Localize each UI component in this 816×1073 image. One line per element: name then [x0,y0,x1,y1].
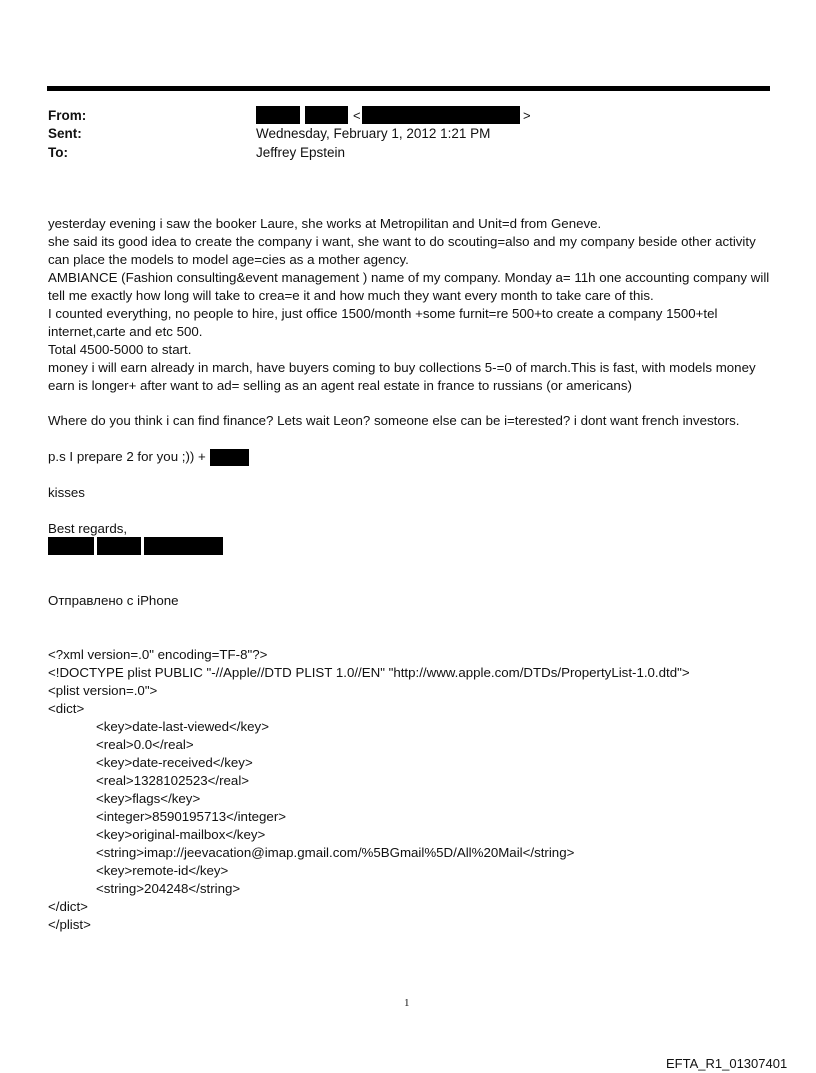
email-body-paragraph: yesterday evening i saw the booker Laure, she works at Metropilitan and Unit=d from Geneve. she said its good idea to create the company i want, she want to do scouting=also and my company beside other activity can place the models to model age=cies as a mother agency. AMBIANCE (Fashion consulting&event management ) name of my company. Monday a= 11h one accounting company will tell me exactly how long will take to crea=e it and how much they want every month to take care of this. I counted everything, no people to hire, just office 1500/month +some furnit=re 500+to create a company 1500+tel internet,carte and etc 500. Total 4500-5000 to start. money i will earn already in march, have buyers coming to buy collections 5-=0 of march.This is fast, with models money earn is longer+ after want to ad= selling as an agent real estate in france to russians (or americans) [48,216,770,393]
redaction-block [256,106,300,124]
redaction-block [210,449,249,466]
to-value: Jeffrey Epstein [256,145,346,160]
plist-line: </dict> [48,899,88,914]
plist-line: <key>flags</key> [96,791,201,806]
sent-label: Sent: [48,126,82,141]
kisses-line: kisses [48,485,85,500]
plist-line: <real>1328102523</real> [96,773,250,788]
sent-from-signature: Отправлено с iPhone [48,593,179,608]
regards-line: Best regards, [48,521,128,536]
plist-line: <integer>8590195713</integer> [96,809,287,824]
email-open-bracket: < [353,108,361,123]
email-body-question: Where do you think i can find finance? Lets wait Leon? someone else can be i=terested? i dont want french investors. [48,413,740,428]
page-number: 1 [404,997,410,1009]
plist-line: <string>imap://jeevacation@imap.gmail.com/%5BGmail%5D/All%20Mail</string> [96,845,575,860]
plist-line: <string>204248</string> [96,881,241,896]
plist-line: <real>0.0</real> [96,737,194,752]
ps-line: p.s I prepare 2 for you ;)) + [48,449,206,464]
plist-line: </plist> [48,917,91,932]
plist-line: <?xml version=.0" encoding=TF-8"?> [48,647,268,662]
redaction-block [97,537,141,555]
plist-line: <key>remote-id</key> [96,863,229,878]
sent-value: Wednesday, February 1, 2012 1:21 PM [256,126,491,141]
redaction-block [362,106,520,124]
redaction-block [48,537,94,555]
plist-line: <key>date-last-viewed</key> [96,719,269,734]
redaction-block [144,537,223,555]
plist-line: <key>date-received</key> [96,755,253,770]
plist-line: <key>original-mailbox</key> [96,827,266,842]
plist-line: <plist version=.0"> [48,683,158,698]
redaction-block [305,106,348,124]
email-close-bracket: > [523,108,531,123]
to-label: To: [48,145,68,160]
from-label: From: [48,108,87,123]
document-id: EFTA_R1_01307401 [666,1056,788,1071]
header-rule [47,86,770,91]
plist-line: <!DOCTYPE plist PUBLIC "-//Apple//DTD PLIST 1.0//EN" "http://www.apple.com/DTDs/PropertyList-1.0.dtd"> [48,665,690,680]
plist-line: <dict> [48,701,85,716]
